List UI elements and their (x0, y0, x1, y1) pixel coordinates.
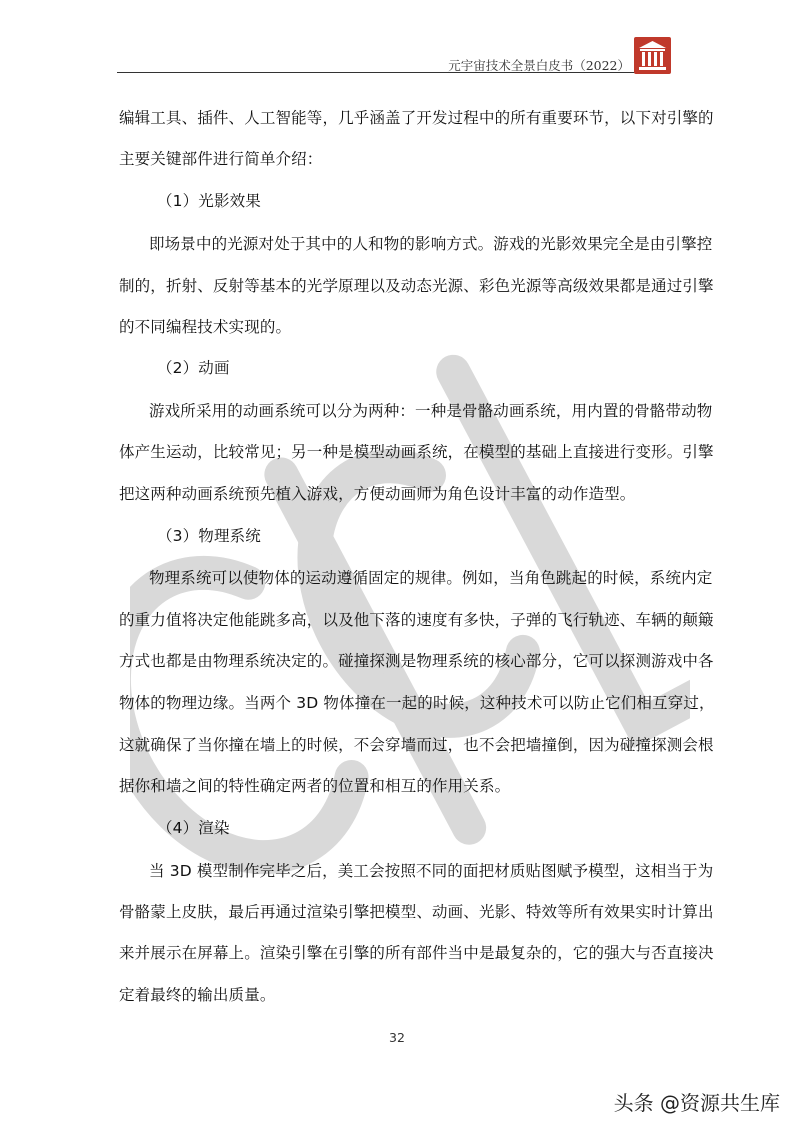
paragraph-line: 骨骼蒙上皮肤，最后再通过渲染引擎把模型、动画、光影、特效等所有效果实时计算出 (119, 903, 714, 921)
paragraph-line: 制的，折射、反射等基本的光学原理以及动态光源、彩色光源等高级效果都是通过引擎 (119, 277, 714, 295)
paragraph-line: 的不同编程技术实现的。 (119, 318, 292, 336)
paragraph-line: 物理系统可以使物体的运动遵循固定的规律。例如，当角色跳起的时候，系统内定 (149, 569, 713, 587)
section-heading-4: （4）渲染 (157, 819, 230, 837)
paragraph-line: 的重力值将决定他能跳多高，以及他下落的速度有多快，子弹的飞行轨迹、车辆的颠簸 (119, 611, 714, 629)
section-heading-1: （1）光影效果 (157, 192, 261, 210)
paragraph-line: 这就确保了当你撞在墙上的时候，不会穿墙而过，也不会把墙撞倒，因为碰撞探测会根 (119, 736, 714, 754)
paragraph-line: 游戏所采用的动画系统可以分为两种：一种是骨骼动画系统，用内置的骨骼带动物 (149, 402, 713, 420)
paragraph-line: 即场景中的光源对处于其中的人和物的影响方式。游戏的光影效果完全是由引擎控 (149, 235, 713, 253)
institution-logo-icon (634, 37, 671, 74)
header-divider (117, 72, 645, 73)
paragraph-line: 来并展示在屏幕上。渲染引擎在引擎的所有部件当中是最复杂的，它的强大与否直接决 (119, 944, 714, 962)
paragraph-line: 定着最终的输出质量。 (119, 986, 276, 1004)
source-credit: 头条 @资源共生库 (613, 1091, 780, 1115)
paragraph-line: 把这两种动画系统预先植入游戏，方便动画师为角色设计丰富的动作造型。 (119, 485, 636, 503)
section-heading-2: （2）动画 (157, 359, 230, 377)
paragraph-line: 编辑工具、插件、人工智能等，几乎涵盖了开发过程中的所有重要环节，以下对引擎的 (119, 109, 714, 127)
paragraph-line: 体产生运动，比较常见；另一种是模型动画系统，在模型的基础上直接进行变形。引擎 (119, 443, 714, 461)
paragraph-line: 当 3D 模型制作完毕之后，美工会按照不同的面把材质贴图赋予模型，这相当于为 (149, 862, 714, 880)
section-heading-3: （3）物理系统 (157, 527, 261, 545)
paragraph-line: 方式也都是由物理系统决定的。碰撞探测是物理系统的核心部分，它可以探测游戏中各 (119, 652, 714, 670)
header-title: 元宇宙技术全景白皮书（2022） (448, 58, 630, 73)
paragraph-line: 物体的物理边缘。当两个 3D 物体撞在一起的时候，这种技术可以防止它们相互穿过， (119, 694, 715, 712)
paragraph-line: 据你和墙之间的特性确定两者的位置和相互的作用关系。 (119, 777, 511, 795)
paragraph-line: 主要关键部件进行简单介绍： (119, 150, 323, 168)
page-number: 32 (389, 1030, 405, 1045)
